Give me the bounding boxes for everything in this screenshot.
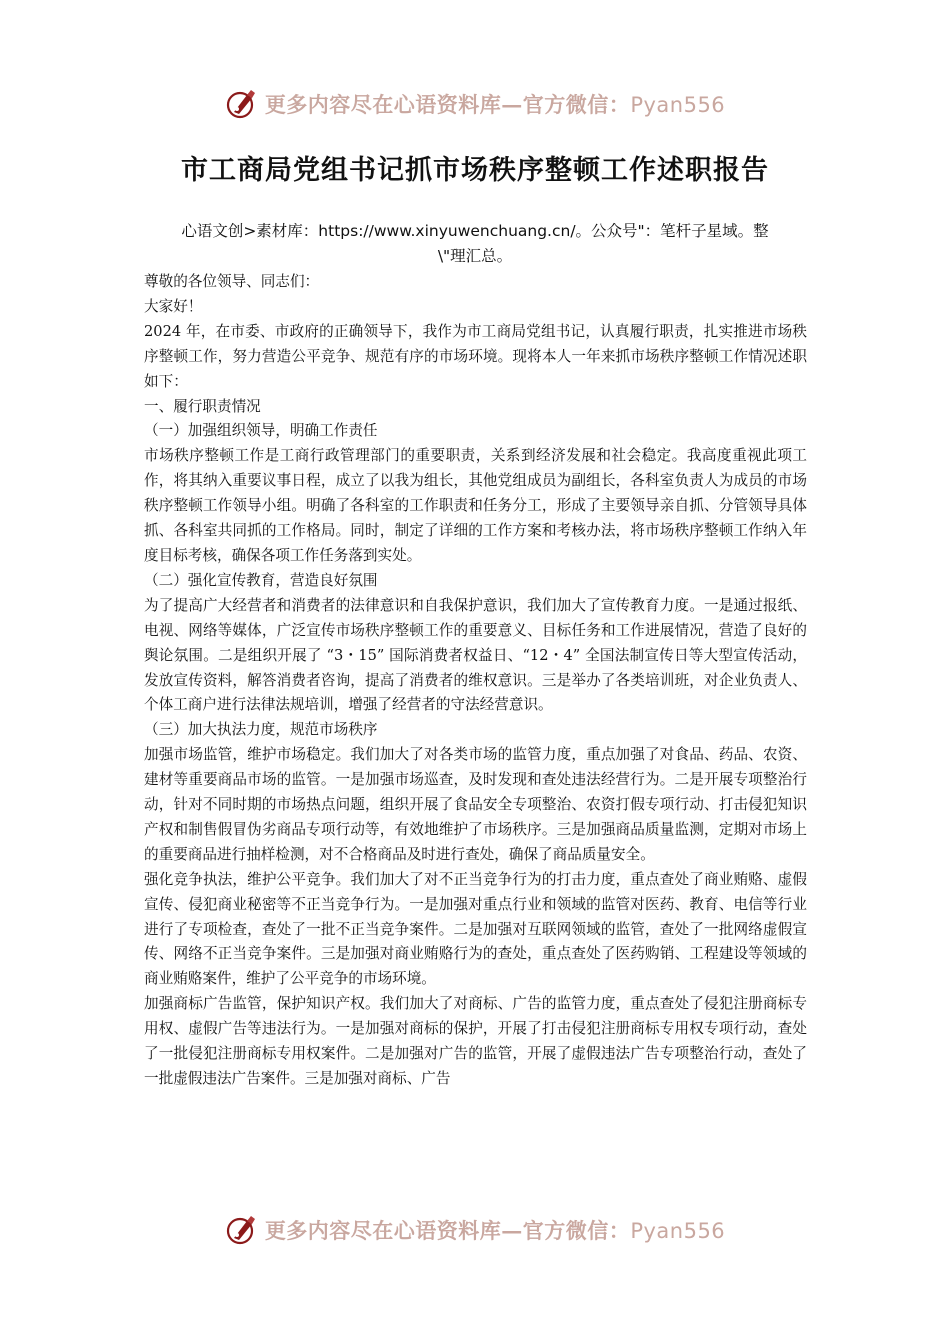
document-title: 市工商局党组书记抓市场秩序整顿工作述职报告 — [181, 155, 769, 186]
body-paragraph: 为了提高广大经营者和消费者的法律意识和自我保护意识，我们加大了宣传教育力度。一是通过报纸、电视、网络等媒体，广泛宣传市场秩序整顿工作的重要意义、目标任务和工作进展情况，营造了良好的舆论氛围。二是组织开展了 “3・15” 国际消费者权益日、“12・4” 全国法制宣传日等大型宣传活动，发放宣传资料，解答消费者咨询，提高了消费者的维权意识。三是举办了各类培训班，对企业负责人、个体工商户进行法律法规培训，增强了经营者的守法经营意识。 — [144, 596, 807, 714]
section-heading-1: 一、履行职责情况 — [144, 397, 261, 415]
bottom-watermark-banner — [0, 1208, 950, 1252]
intro-paragraph: 2024 年，在市委、市政府的正确领导下，我作为市工商局党组书记，认真履行职责，扎实推进市场秩序整顿工作，努力营造公平竞争、规范有序的市场环境。现将本人一年来抓市场秩序整顿工作情况述职如下： — [144, 322, 807, 390]
subsection-heading-3: （三）加大执法力度，规范市场秩序 — [144, 721, 378, 739]
banner-wechat-id: Pyan556 — [630, 93, 726, 117]
pen-nib-logo-icon — [225, 1213, 259, 1247]
document-body — [144, 270, 807, 1092]
banner-text: 更多内容尽在心语资料库—官方微信： — [264, 1218, 631, 1243]
body-paragraph: 强化竞争执法，维护公平竞争。我们加大了对不正当竞争行为的打击力度，重点查处了商业贿赂、虚假宣传、侵犯商业秘密等不正当竞争行为。一是加强对重点行业和领域的监管对医药、教育、电信等行业进行了专项检查，查处了一批不正当竞争案件。二是加强对互联网领域的监管，查处了一批网络虚假宣传、网络不正当竞争案件。三是加强对商业贿赂行为的查处，重点查处了医药购销、工程建设等领域的商业贿赂案件，维护了公平竞争的市场环境。 — [144, 870, 807, 988]
body-paragraph: 加强市场监管，维护市场稳定。我们加大了对各类市场的监管力度，重点加强了对食品、药品、农资、建材等重要商品市场的监管。一是加强市场巡查，及时发现和查处违法经营行为。二是开展专项整治行动，针对不同时期的市场热点问题，组织开展了食品安全专项整治、农资打假专项行动、打击侵犯知识产权和制售假冒伪劣商品专项行动等，有效地维护了市场秩序。三是加强商品质量监测，定期对市场上的重要商品进行抽样检测，对不合格商品及时进行查处，确保了商品质量安全。 — [144, 746, 807, 863]
greeting: 大家好！ — [144, 297, 203, 315]
pen-nib-logo-icon — [225, 87, 259, 121]
banner-wechat-id: Pyan556 — [630, 1219, 726, 1243]
salutation: 尊敬的各位领导、同志们： — [144, 273, 320, 290]
source-note-line-2: \"理汇总。 — [437, 247, 513, 265]
banner-text: 更多内容尽在心语资料库—官方微信： — [264, 92, 631, 117]
source-note-line-1: 心语文创>素材库：https://www.xinyuwenchuang.cn/。公众号"：笔杆子星域。整 — [181, 222, 769, 240]
source-note — [150, 219, 800, 269]
body-paragraph: 市场秩序整顿工作是工商行政管理部门的重要职责，关系到经济发展和社会稳定。我高度重视此项工作，将其纳入重要议事日程，成立了以我为组长，其他党组成员为副组长，各科室负责人为成员的市场秩序整顿工作领导小组。明确了各科室的工作职责和任务分工，形成了主要领导亲自抓、分管领导具体抓、各科室共同抓的工作格局。同时，制定了详细的工作方案和考核办法，将市场秩序整顿工作纳入年度目标考核，确保各项工作任务落到实处。 — [144, 447, 807, 564]
subsection-heading-1: （一）加强组织领导，明确工作责任 — [144, 422, 378, 440]
top-watermark-banner — [0, 82, 950, 126]
body-paragraph: 加强商标广告监管，保护知识产权。我们加大了对商标、广告的监管力度，重点查处了侵犯注册商标专用权、虚假广告等违法行为。一是加强对商标的保护，开展了打击侵犯注册商标专用权专项行动，查处了一批侵犯注册商标专用权案件。二是加强对广告的监管，开展了虚假违法广告专项整治行动，查处了一批虚假违法广告案件。三是加强对商标、广告 — [144, 995, 807, 1087]
subsection-heading-2: （二）强化宣传教育，营造良好氛围 — [144, 571, 378, 589]
